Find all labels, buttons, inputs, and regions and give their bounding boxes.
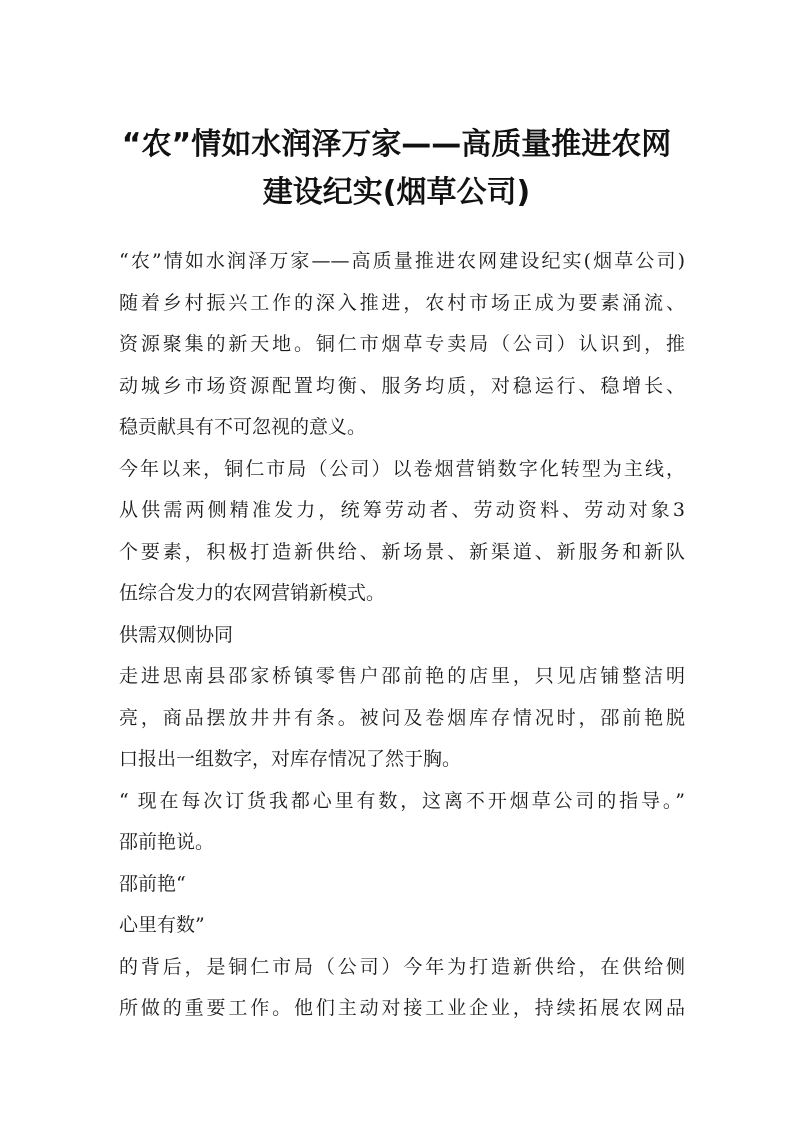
text-line: 亮，商品摆放井井有条。被问及卷烟库存情况时，邵前艳脱 [119, 706, 685, 729]
text-line: 心里有数” [119, 914, 205, 936]
text-line: 个要素，积极打造新供给、新场景、新渠道、新服务和新队 [119, 540, 685, 563]
text-line: 动城乡市场资源配置均衡、服务均质，对稳运行、稳增长、 [119, 374, 685, 397]
paragraph-behind [119, 947, 685, 1030]
text-line: 资源聚集的新天地。铜仁市烟草专卖局（公司）认识到，推 [119, 333, 685, 355]
paragraph-this-year [119, 449, 685, 615]
text-line: 稳贡献具有不可忽视的意义。 [119, 416, 367, 438]
text-line: 随着乡村振兴工作的深入推进，农村市场正成为要素涌流、 [119, 291, 685, 314]
text-line: “农”情如水润泽万家——高质量推进农网建设纪实(烟草公司) [119, 250, 685, 272]
paragraph-store-visit [119, 656, 685, 781]
text-line: 供需双侧协同 [119, 623, 234, 646]
paragraph-xinli-youshu [119, 905, 685, 947]
text-line: 从供需两侧精准发力，统筹劳动者、劳动资料、劳动对象3 [119, 499, 685, 521]
paragraph-intro [119, 283, 685, 449]
paragraph-quote [119, 781, 685, 864]
section-heading-supply-demand [119, 615, 685, 657]
text-line: 邵前艳说。 [119, 831, 215, 853]
paragraph-name [119, 864, 685, 906]
text-line: 邵前艳“ [119, 872, 186, 895]
paragraph-heading-repeat [119, 241, 685, 283]
text-line: 的背后，是铜仁市局（公司）今年为打造新供给，在供给侧 [119, 955, 685, 978]
document-title-line-2: 建设纪实(烟草公司) [262, 175, 531, 210]
text-line: 所做的重要工作。他们主动对接工业企业，持续拓展农网品 [119, 997, 685, 1019]
text-line: 今年以来，铜仁市局（公司）以卷烟营销数字化转型为主线， [119, 457, 685, 480]
text-line: 口报出一组数字，对库存情况了然于胸。 [119, 748, 462, 770]
text-line: “ 现在每次订货我都心里有数，这离不开烟草公司的指导。” [119, 789, 685, 812]
document-title-line-1: “农”情如水润泽万家——高质量推进农网 [121, 127, 672, 162]
text-line: 走进思南县邵家桥镇零售户邵前艳的店里，只见店铺整洁明 [119, 665, 685, 687]
text-line: 伍综合发力的农网营销新模式。 [119, 582, 386, 604]
